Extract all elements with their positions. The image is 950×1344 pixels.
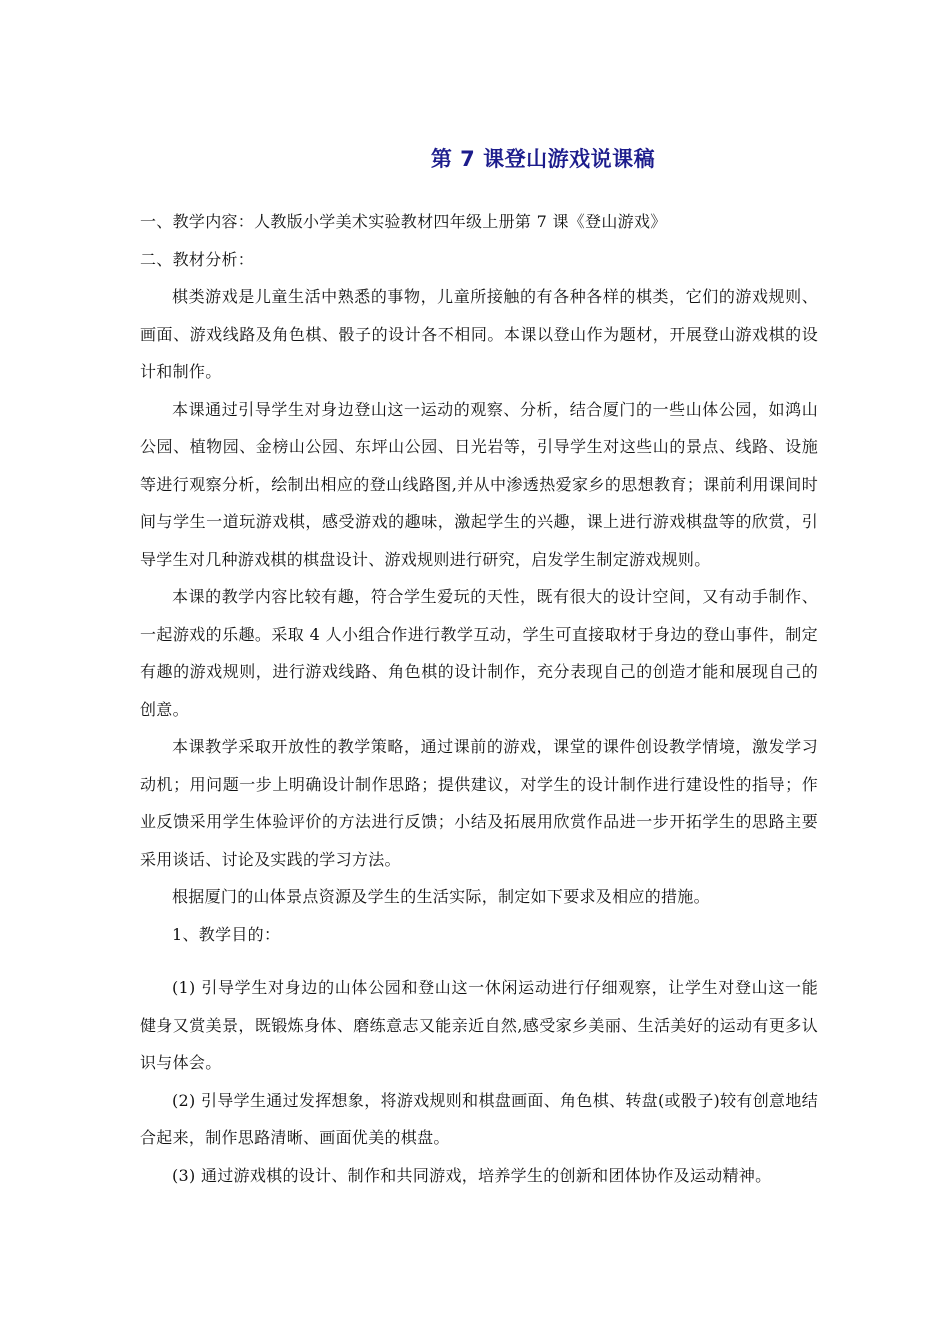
document-body <box>140 203 818 1194</box>
goal-item: (1) 引导学生对身边的山体公园和登山这一休闲运动进行仔细观察，让学生对登山这一能健身又赏美景，既锻炼身体、磨练意志又能亲近自然,感受家乡美丽、生活美好的运动有更多认识与体会。 <box>140 978 818 1072</box>
paragraph-lesson-content: 本课的教学内容比较有趣，符合学生爱玩的天性，既有很大的设计空间，又有动手制作、一起游戏的乐趣。采取 4 人小组合作进行教学互动，学生可直接取材于身边的登山事件，制定有趣的游戏规则，进行游戏线路、角色棋的设计制作，充分表现自己的创造才能和展现自己的创意。 <box>140 587 818 719</box>
section-material-analysis-heading: 二、教材分析： <box>140 249 255 269</box>
paragraph-board-games: 棋类游戏是儿童生活中熟悉的事物，儿童所接触的有各种各样的棋类，它们的游戏规则、画面、游戏线路及角色棋、骰子的设计各不相同。本课以登山作为题材，开展登山游戏棋的设计和制作。 <box>140 287 818 381</box>
paragraph-requirements-intro: 根据厦门的山体景点资源及学生的生活实际，制定如下要求及相应的措施。 <box>172 887 710 906</box>
goals-heading: 1、教学目的： <box>172 924 281 944</box>
paragraph-lesson-approach: 本课通过引导学生对身边登山这一运动的观察、分析，结合厦门的一些山体公园，如鸿山公园、植物园、金榜山公园、东坪山公园、日光岩等，引导学生对这些山的景点、线路、设施等进行观察分析，绘制出相应的登山线路图,并从中渗透热爱家乡的思想教育；课前利用课间时间与学生一道玩游戏棋，感受游戏的趣味，激起学生的兴趣，课上进行游戏棋盘等的欣赏，引导学生对几种游戏棋的棋盘设计、游戏规则进行研究，启发学生制定游戏规则。 <box>140 399 818 569</box>
document-title: 第 7 课登山游戏说课稿 <box>430 147 656 171</box>
goal-item: (2) 引导学生通过发挥想象，将游戏规则和棋盘画面、角色棋、转盘(或骰子)较有创意地结合起来，制作思路清晰、画面优美的棋盘。 <box>140 1090 818 1147</box>
section-teaching-content: 一、教学内容：人教版小学美术实验教材四年级上册第 7 课《登山游戏》 <box>140 212 667 231</box>
goal-item: (3) 通过游戏棋的设计、制作和共同游戏，培养学生的创新和团体协作及运动精神。 <box>172 1165 772 1185</box>
paragraph-teaching-strategy: 本课教学采取开放性的教学策略，通过课前的游戏，课堂的课件创设教学情境，激发学习动机；用问题一步上明确设计制作思路；提供建议，对学生的设计制作进行建设性的指导；作业反馈采用学生体验评价的方法进行反馈；小结及拓展用欣赏作品进一步开拓学生的思路主要采用谈话、讨论及实践的学习方法。 <box>140 737 818 869</box>
